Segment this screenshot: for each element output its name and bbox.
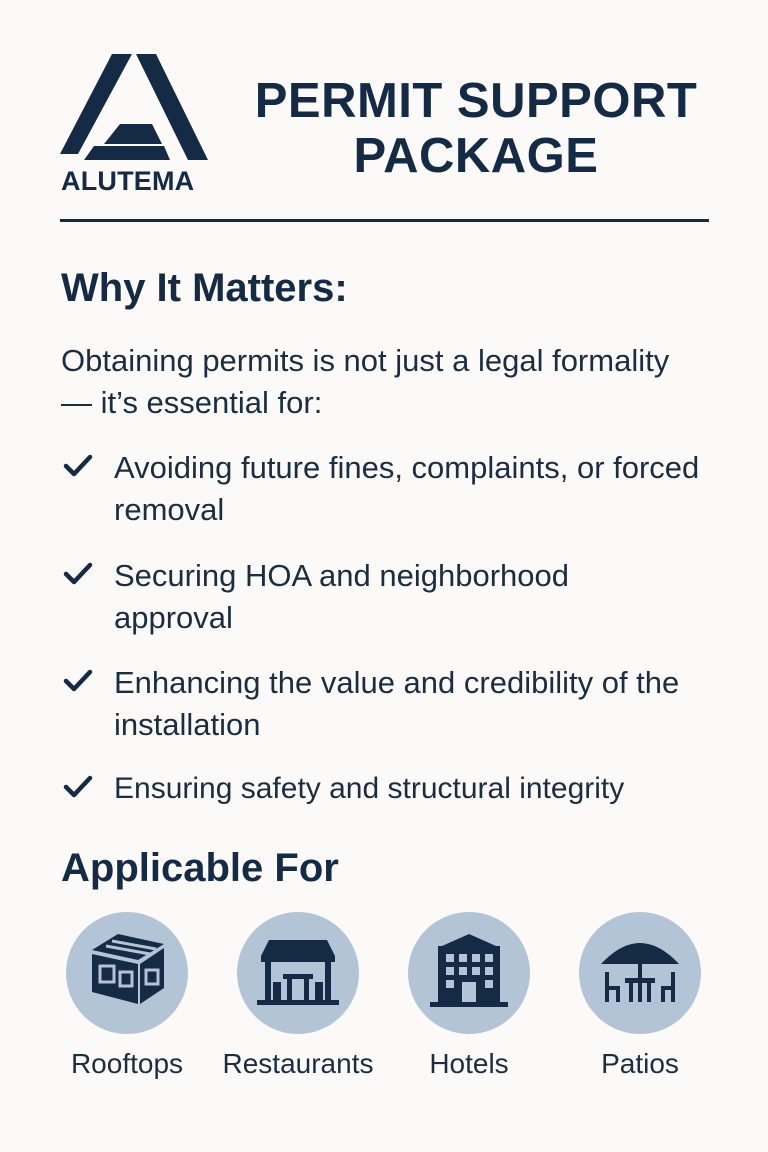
rooftop-icon [66,912,188,1034]
restaurant-icon [237,912,359,1034]
alutema-logo-icon [60,52,212,167]
check-icon [62,664,94,696]
benefit-text: Avoiding future fines, complaints, or forced removal [114,450,700,527]
applicable-item-patios [555,912,725,1092]
why-intro: Obtaining permits is not just a legal formality — it’s essential for: [61,343,670,420]
restaurant-icon-circle [237,912,359,1034]
why-heading: Why It Matters: [61,266,348,310]
header-divider [60,219,709,222]
rooftop-icon-circle [66,912,188,1034]
patio-umbrella-icon [579,912,701,1034]
applicable-label: Restaurants [222,1048,374,1079]
patio-icon-circle [579,912,701,1034]
benefit-text: Ensuring safety and structural integrity [114,772,625,805]
applicable-item-hotels [384,912,554,1092]
applicable-item-restaurants [213,912,383,1092]
check-icon [62,770,94,802]
applicable-item-rooftops [42,912,212,1092]
benefit-text: Enhancing the value and credibility of the installation [114,665,680,742]
benefit-text: Securing HOA and neighborhood approval [114,558,569,635]
applicable-label: Rooftops [70,1048,184,1079]
check-icon [62,557,94,589]
applicable-label: Patios [601,1048,679,1079]
brand-name: ALUTEMA [61,166,195,196]
hotel-icon-circle [408,912,530,1034]
page-title: PERMIT SUPPORT PACKAGE [254,74,698,183]
brand-logo [60,52,212,194]
hotel-icon [408,912,530,1034]
applicable-heading: Applicable For [61,846,339,890]
applicable-label: Hotels [429,1048,509,1079]
check-icon [62,449,94,481]
